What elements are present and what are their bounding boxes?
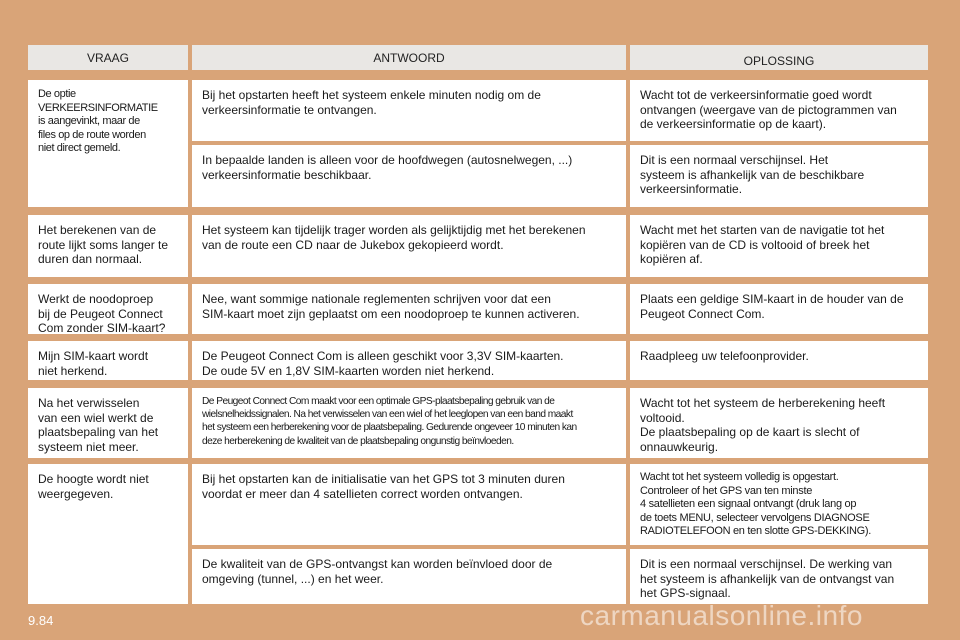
answer-cell: Bij het opstarten kan de initialisatie van het GPS tot 3 minuten duren voordat er meer dan 4 satellieten correct worden ontvangen. <box>192 464 626 545</box>
solution-cell: Wacht tot het systeem volledig is opgestart. Controleer of het GPS van ten minste 4 satellieten een signaal ontvangt (druk lang op de toets MENU, selecteer vervolgens DIAGNOSE RADIOTELEFOON en ten slotte GPS-DEKKING). <box>630 464 928 545</box>
solution-cell: Dit is een normaal verschijnsel. De werking van het systeem is afhankelijk van de ontvangst van het GPS-signaal. <box>630 549 928 604</box>
answer-cell: De Peugeot Connect Com maakt voor een optimale GPS-plaatsbepaling gebruik van de wielsnelheidssignalen. Na het verwisselen van een wiel of het leeglopen van een band maakt het systeem een herberekening voor de plaatsbepaling. Gedurende ongeveer 10 minuten kan deze herberekening de kwaliteit van de plaatsbepaling ongunstig beïnvloeden. <box>192 388 626 458</box>
answer-cell: In bepaalde landen is alleen voor de hoofdwegen (autosnelwegen, ...) verkeersinformatie beschikbaar. <box>192 145 626 207</box>
answer-cell: De kwaliteit van de GPS-ontvangst kan worden beïnvloed door de omgeving (tunnel, ...) en het weer. <box>192 549 626 604</box>
solution-cell: Wacht tot de verkeersinformatie goed wordt ontvangen (weergave van de pictogrammen van de verkeersinformatie op de kaart). <box>630 80 928 141</box>
question-cell: Mijn SIM-kaart wordt niet herkend. <box>28 341 188 380</box>
question-cell: Werkt de noodoproep bij de Peugeot Connect Com zonder SIM-kaart? <box>28 284 188 334</box>
solution-cell: Plaats een geldige SIM-kaart in de houder van de Peugeot Connect Com. <box>630 284 928 334</box>
header-answer: ANTWOORD <box>192 45 626 70</box>
solution-cell: Dit is een normaal verschijnsel. Het systeem is afhankelijk van de beschikbare verkeersinformatie. <box>630 145 928 207</box>
header-question: VRAAG <box>28 45 188 70</box>
page-number: 9.84 <box>28 613 54 628</box>
solution-cell: Wacht tot het systeem de herberekening heeft voltooid. De plaatsbepaling op de kaart is slecht of onnauwkeurig. <box>630 388 928 458</box>
watermark: carmanualsonline.info <box>580 600 863 631</box>
question-cell: Na het verwisselen van een wiel werkt de plaatsbepaling van het systeem niet meer. <box>28 388 188 458</box>
header-solution: OPLOSSING <box>630 45 928 70</box>
question-cell: De hoogte wordt niet weergegeven. <box>28 464 188 604</box>
solution-cell: Wacht met het starten van de navigatie tot het kopiëren van de CD is voltooid of breek het kopiëren af. <box>630 215 928 277</box>
answer-cell: Het systeem kan tijdelijk trager worden als gelijktijdig met het berekenen van de route een CD naar de Jukebox gekopieerd wordt. <box>192 215 626 277</box>
solution-cell: Raadpleeg uw telefoonprovider. <box>630 341 928 380</box>
question-cell: Het berekenen van de route lijkt soms langer te duren dan normaal. <box>28 215 188 277</box>
answer-cell: Bij het opstarten heeft het systeem enkele minuten nodig om de verkeersinformatie te ontvangen. <box>192 80 626 141</box>
answer-cell: Nee, want sommige nationale reglementen schrijven voor dat een SIM-kaart moet zijn geplaatst om een noodoproep te kunnen activeren. <box>192 284 626 334</box>
question-cell: De optie VERKEERSINFORMATIE is aangevinkt, maar de files op de route worden niet direct gemeld. <box>28 80 188 207</box>
answer-cell: De Peugeot Connect Com is alleen geschikt voor 3,3V SIM-kaarten. De oude 5V en 1,8V SIM-kaarten worden niet herkend. <box>192 341 626 380</box>
